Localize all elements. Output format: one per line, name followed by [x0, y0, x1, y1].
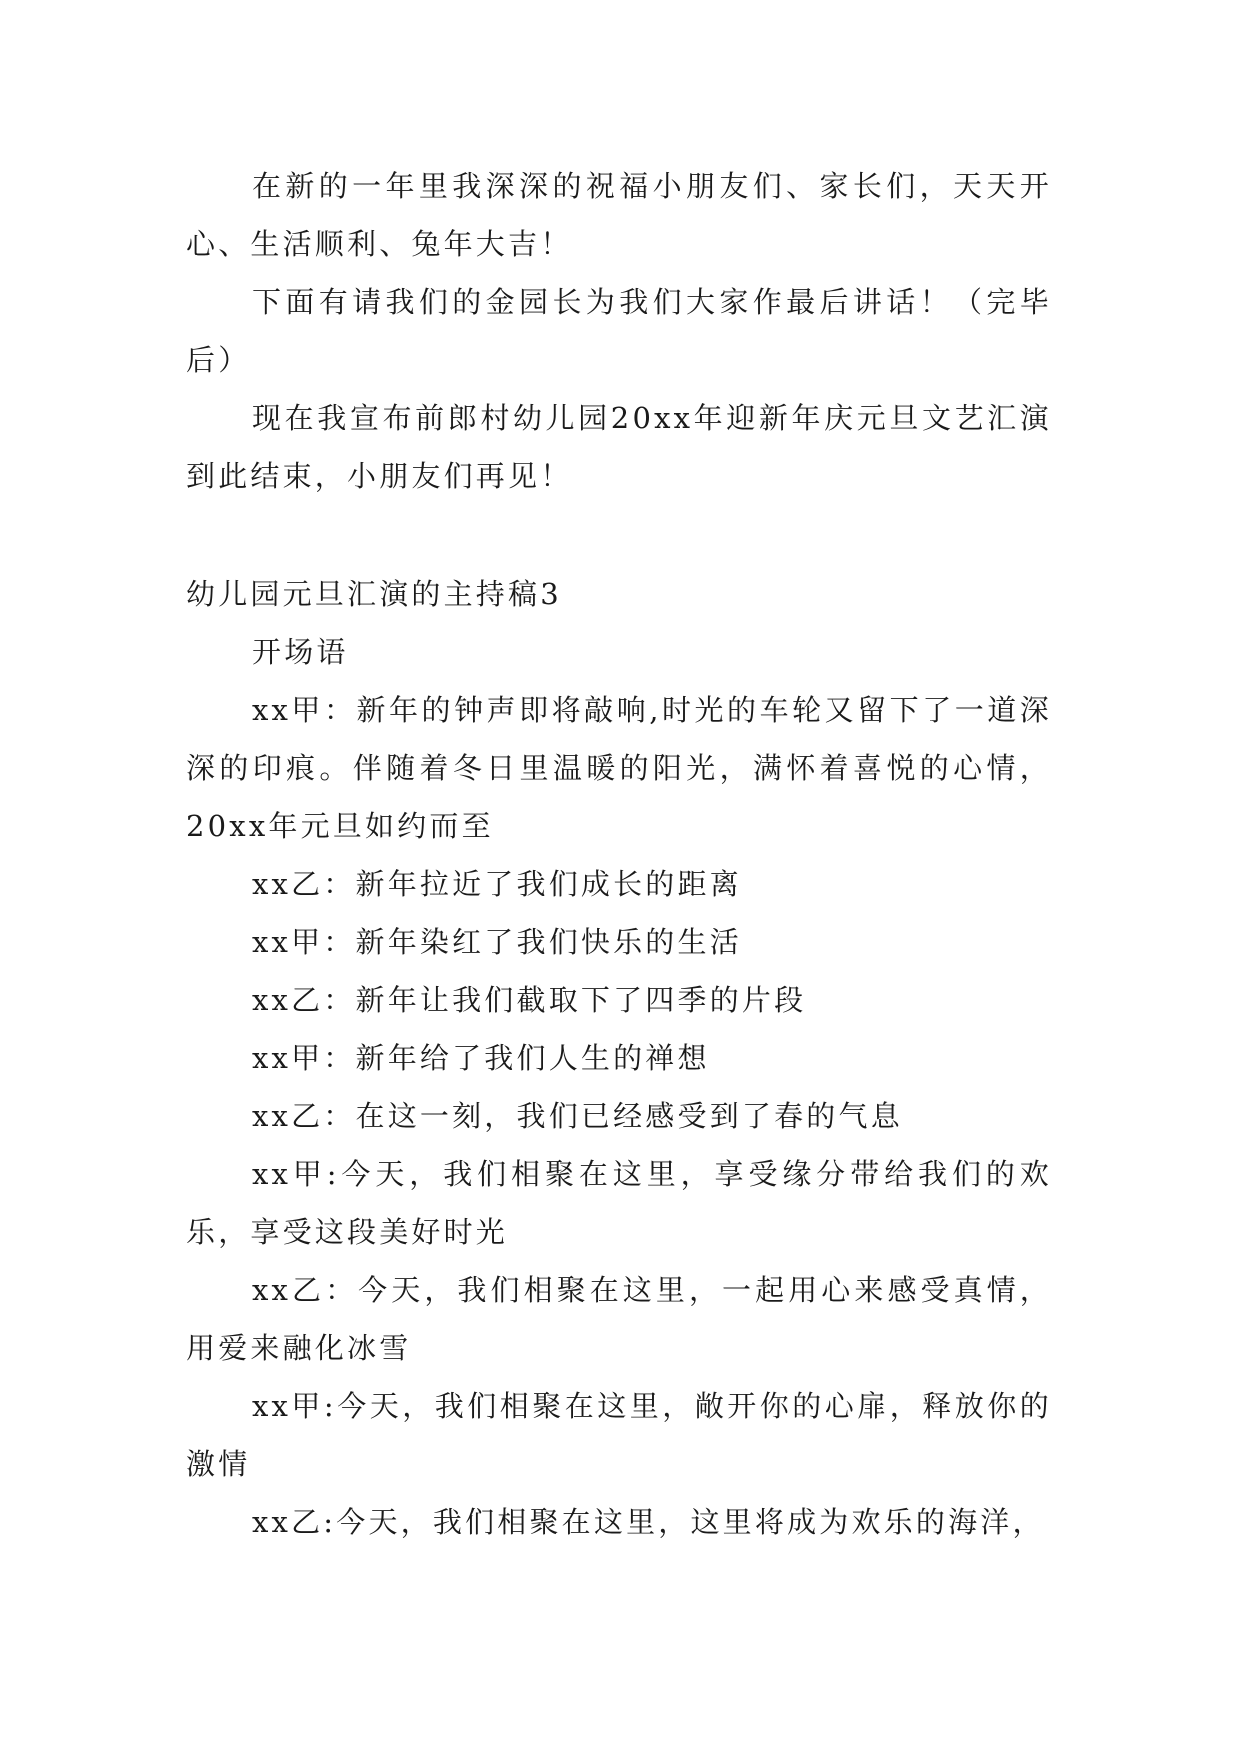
closing-section	[186, 157, 1052, 505]
paragraph-blessing: 在新的一年里我深深的祝福小朋友们、家长们，天天开心、生活顺利、兔年大吉！	[186, 169, 1052, 261]
paragraph-principal-speech: 下面有请我们的金园长为我们大家作最后讲话！（完毕后）	[186, 285, 1052, 377]
dialogue-line: xx乙：新年拉近了我们成长的距离	[252, 867, 742, 901]
paragraph-opening-label: 开场语	[252, 635, 349, 669]
dialogue-line: xx甲：新年的钟声即将敲响,时光的车轮又留下了一道深深的印痕。伴随着冬日里温暖的阳光，满怀着喜悦的心情，20xx年元旦如约而至	[186, 693, 1052, 843]
host-script-section	[186, 565, 1052, 1551]
dialogue-line: xx甲：新年染红了我们快乐的生活	[252, 925, 742, 959]
dialogue-line: xx甲：新年给了我们人生的禅想	[252, 1041, 710, 1075]
dialogue-line: xx乙：今天，我们相聚在这里，一起用心来感受真情，用爱来融化冰雪	[186, 1273, 1052, 1365]
dialogue-line: xx乙:今天，我们相聚在这里，这里将成为欢乐的海洋，	[252, 1505, 1045, 1539]
paragraph-closing-announcement: 现在我宣布前郎村幼儿园20xx年迎新年庆元旦文艺汇演到此结束，小朋友们再见！	[186, 401, 1052, 493]
dialogue-line: xx甲:今天，我们相聚在这里，敞开你的心扉，释放你的激情	[186, 1389, 1052, 1481]
section-heading: 幼儿园元旦汇演的主持稿3	[186, 577, 562, 611]
dialogue-line: xx甲:今天，我们相聚在这里，享受缘分带给我们的欢乐，享受这段美好时光	[186, 1157, 1052, 1249]
dialogue-line: xx乙：在这一刻，我们已经感受到了春的气息	[252, 1099, 903, 1133]
dialogue-line: xx乙：新年让我们截取下了四季的片段	[252, 983, 807, 1017]
